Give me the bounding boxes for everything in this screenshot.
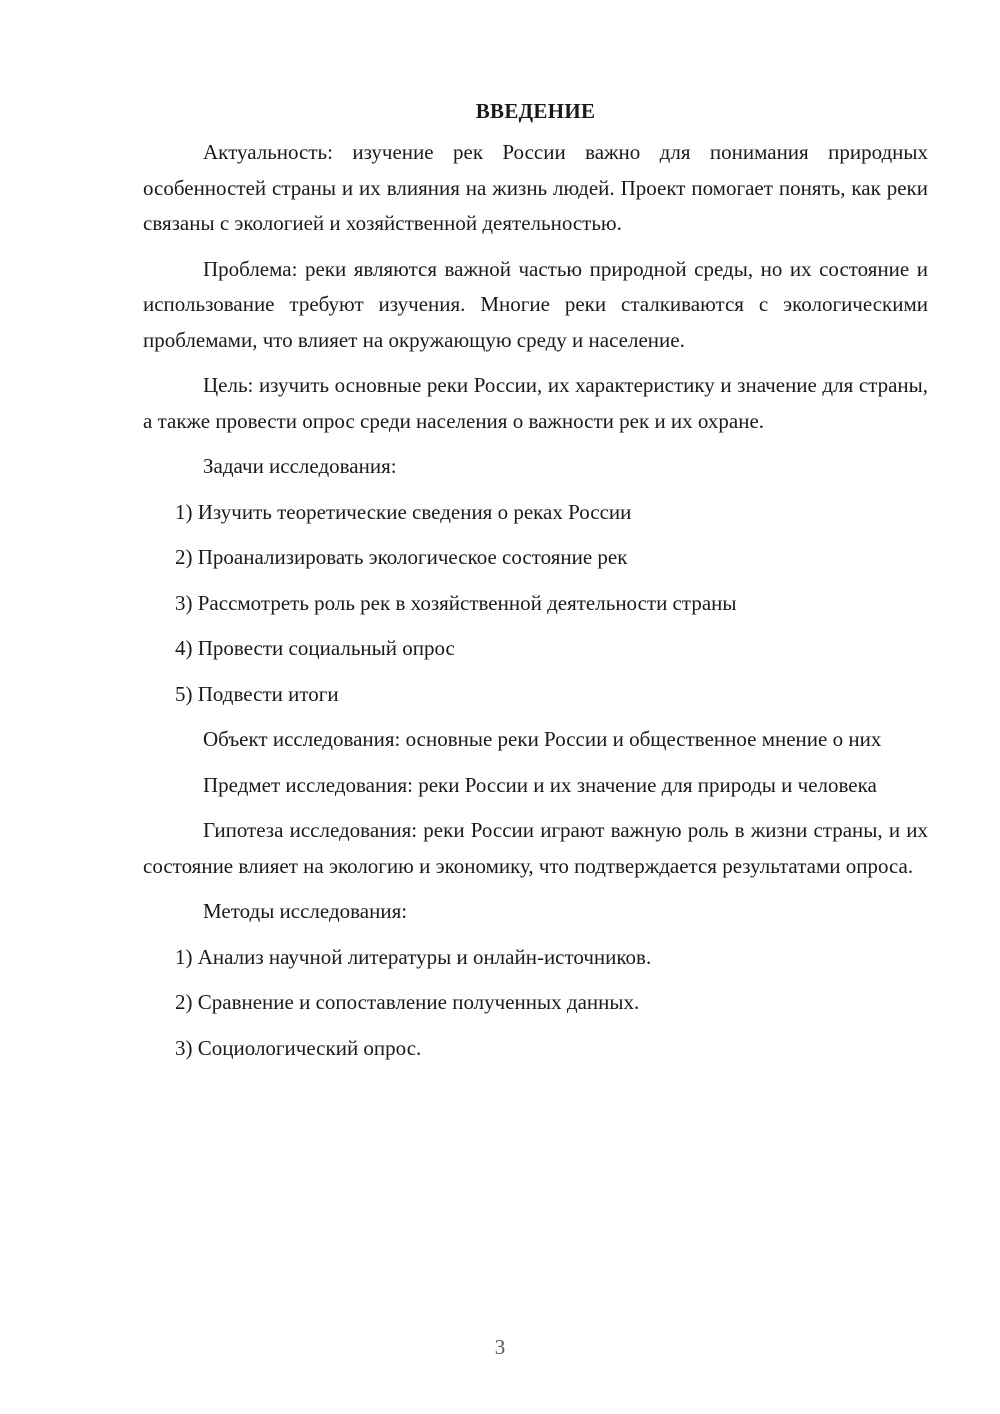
list-item: 3) Социологический опрос. [175, 1035, 422, 1060]
list-item: 2) Проанализировать экологическое состояние рек [175, 545, 628, 569]
list-item: 1) Анализ научной литературы и онлайн-источников. [175, 944, 652, 969]
subject-paragraph: Предмет исследования: реки России и их значение для природы и человека [203, 772, 877, 797]
methods-label: Методы исследования: [203, 899, 408, 923]
list-item: 3) Рассмотреть роль рек в хозяйственной деятельности страны [175, 590, 737, 615]
goal-paragraph: Цель: изучить основные реки России, их характеристику и значение для страны, а также провести опрос среди населения о важности рек и их охране. [143, 373, 928, 433]
tasks-list [143, 495, 928, 713]
hypothesis-paragraph: Гипотеза исследования: реки России играют важную роль в жизни страны, и их состояние влияет на экологию и экономику, что подтверждается результатами опроса. [143, 818, 928, 878]
list-item: 1) Изучить теоретические сведения о реках России [175, 499, 632, 524]
list-item: 2) Сравнение и сопоставление полученных данных. [175, 990, 640, 1014]
list-item: 4) Провести социальный опрос [175, 636, 455, 660]
tasks-label: Задачи исследования: [203, 454, 397, 478]
problem-paragraph: Проблема: реки являются важной частью природной среды, но их состояние и использование требуют изучения. Многие реки сталкиваются с экологическими проблемами, что влияет на окружающую среду и население. [143, 256, 928, 352]
object-paragraph: Объект исследования: основные реки России и общественное мнение о них [203, 727, 882, 751]
methods-list [143, 940, 928, 1067]
page-number: 3 [494, 1335, 506, 1359]
list-item: 5) Подвести итоги [175, 681, 339, 706]
page-title: ВВЕДЕНИЕ [475, 99, 596, 123]
document-page [143, 96, 928, 1076]
relevance-paragraph: Актуальность: изучение рек России важно для понимания природных особенностей страны и их влияния на жизнь людей. Проект помогает понять, как реки связаны с экологией и хозяйственной деятельностью. [143, 140, 928, 235]
